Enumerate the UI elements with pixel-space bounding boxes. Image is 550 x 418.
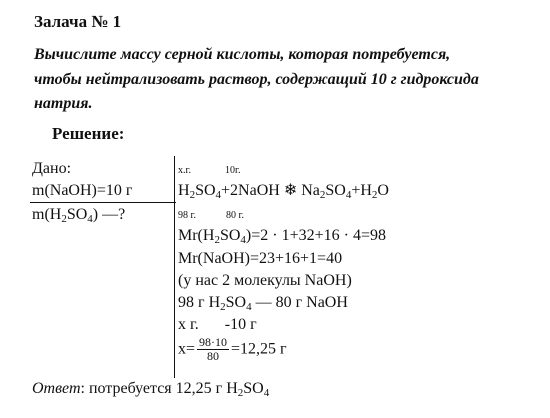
calculation: x= $\frac{98\cdot 10}{80}$ =12,25 г [178,335,287,364]
molecules-note: (у нас 2 молекулы NaOH) [178,272,352,289]
molar-mass-h2so4: $Mr(H_2SO_4)=2 \cdot 1+32+16 \cdot 4=98$ [178,227,386,246]
mass-ratio: 98 г $H_2SO_4$ — 80 г NaOH [178,294,348,313]
find-h2so4-mass: $m(H_2SO_4)$ —? [32,206,126,225]
calculation-fraction: $\frac{98\cdot 10}{80}$ [199,335,228,364]
answer: Ответ: потребуется 12,25 г $H_2SO_4$ [32,380,270,399]
task-text-line-1: Вычислите массу серной кислоты, которая потребуется, [34,46,451,63]
vertical-divider [174,156,175,378]
mass-annotation-top: x.г. 10г. [178,165,241,176]
task-title: Залача № 1 [34,12,122,31]
solution-heading: Решение: [52,124,125,143]
reaction-equation: $H_2SO_4+2NaOH$ ❄ $Na_2SO_4+H_2O$ [178,182,389,201]
given-divider [30,202,176,203]
unknown-ratio: x г. -10 г [178,316,257,333]
given-label: Дано: [32,160,72,177]
molar-mass-naoh: Mr(NaOH)=23+16+1=40 [178,250,343,267]
mass-annotation-bottom: 98 г. 80 г. [178,210,244,221]
task-text-line-3: натрия. [34,95,93,112]
given-naoh-mass: m(NaOH)=10 г [32,182,133,199]
task-text-line-2: чтобы нейтрализовать раствор, содержащий 10 г гидроксида [34,71,479,88]
